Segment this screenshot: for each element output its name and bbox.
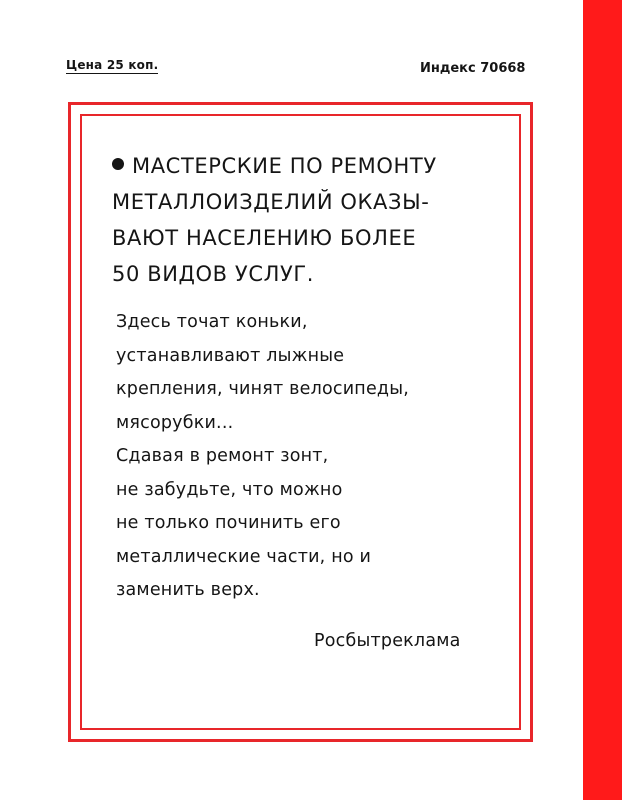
headline-line-3: ВАЮТ НАСЕЛЕНИЮ БОЛЕЕ [112, 226, 417, 250]
body-line-1: Здесь точат коньки, [116, 312, 308, 332]
body-line-5: Сдавая в ремонт зонт, [116, 446, 329, 466]
headline-line-4: 50 ВИДОВ УСЛУГ. [112, 262, 315, 286]
red-edge-strip [583, 0, 622, 800]
body-line-2: устанавливают лыжные [116, 345, 345, 366]
body-line-7: не только починить его [116, 513, 341, 533]
index-label: Индекс 70668 [420, 61, 526, 76]
ad-signature: Росбытреклама [314, 631, 461, 651]
ad-body [116, 306, 516, 608]
bullet-icon [112, 158, 124, 170]
body-line-9: заменить верх. [116, 580, 260, 600]
headline-line-2: МЕТАЛЛОИЗДЕЛИЙ ОКАЗЫ- [112, 190, 430, 214]
body-line-6: не забудьте, что можно [116, 479, 343, 500]
body-line-4: мясорубки... [116, 412, 234, 433]
headline-line-1: МАСТЕРСКИЕ ПО РЕМОНТУ [112, 148, 502, 184]
price-label: Цена 25 коп. [66, 58, 159, 72]
body-line-8: металлические части, но и [116, 546, 372, 567]
ad-headline [112, 148, 502, 292]
body-line-3: крепления, чинят велосипеды, [116, 379, 409, 399]
